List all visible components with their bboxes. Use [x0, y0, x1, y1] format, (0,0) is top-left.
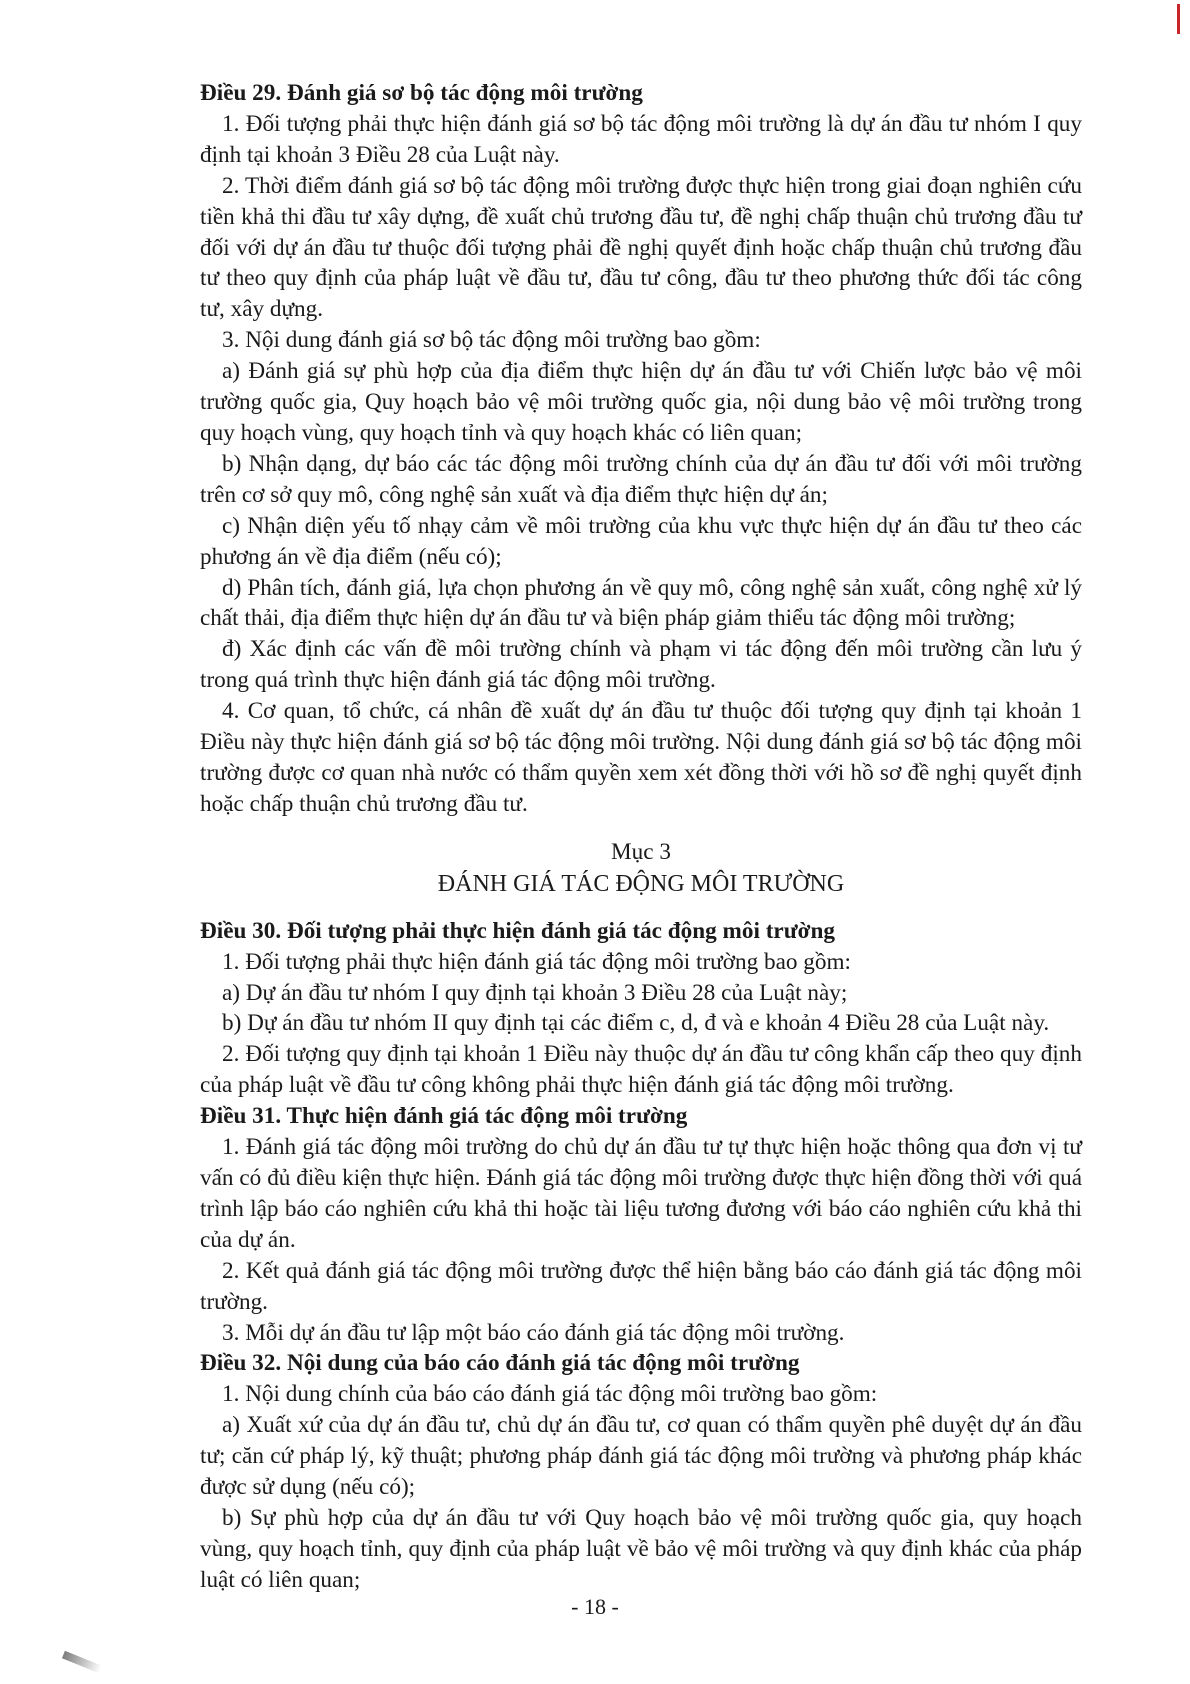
article-30-clause-1: 1. Đối tượng phải thực hiện đánh giá tác động môi trường bao gồm:: [222, 948, 851, 975]
document-page: [200, 78, 1082, 1596]
article-32-clause-1a: a) Xuất xứ của dự án đầu tư, chủ dự án đầu tư, cơ quan có thẩm quyền phê duyệt dự án đầu tư; căn cứ pháp lý, kỹ thuật; phương pháp đánh giá tác động môi trường và phương pháp khác được sử dụng (nếu có);: [200, 1412, 1082, 1501]
article-30-clause-1b: b) Dự án đầu tư nhóm II quy định tại các điểm c, d, đ và e khoản 4 Điều 28 của Luật này.: [222, 1010, 1050, 1037]
article-29-clause-4: 4. Cơ quan, tổ chức, cá nhân đề xuất dự án đầu tư thuộc đối tượng quy định tại khoản 1 Điều này thực hiện đánh giá sơ bộ tác động môi trường. Nội dung đánh giá sơ bộ tác động môi trường được cơ quan nhà nước có thẩm quyền xem xét đồng thời với hồ sơ đề nghị quyết định hoặc chấp thuận chủ trương đầu tư.: [200, 698, 1082, 817]
section-title: ĐÁNH GIÁ TÁC ĐỘNG MÔI TRƯỜNG: [437, 870, 845, 897]
article-32-clause-1: 1. Nội dung chính của báo cáo đánh giá tác động môi trường bao gồm:: [222, 1381, 878, 1408]
article-30-title: Điều 30. Đối tượng phải thực hiện đánh giá tác động môi trường: [200, 917, 835, 944]
article-29-title: Điều 29. Đánh giá sơ bộ tác động môi trường: [200, 80, 643, 106]
article-29-clause-2: 2. Thời điểm đánh giá sơ bộ tác động môi trường được thực hiện trong giai đoạn nghiên cứu tiền khả thi đầu tư xây dựng, đề xuất chủ trương đầu tư, đề nghị chấp thuận chủ trương đầu tư đối với dự án đầu tư thuộc đối tượng phải đề nghị quyết định hoặc chấp thuận chủ trương đầu tư theo quy định của pháp luật về đầu tư, đầu tư công, đầu tư theo phương thức đối tác công tư, xây dựng.: [200, 172, 1082, 323]
article-29-clause-3d: d) Phân tích, đánh giá, lựa chọn phương án về quy mô, công nghệ sản xuất, công nghệ xử lý chất thải, địa điểm thực hiện dự án đầu tư và biện pháp giảm thiểu tác động môi trường;: [200, 574, 1082, 632]
article-29-clause-3b: b) Nhận dạng, dự báo các tác động môi trường chính của dự án đầu tư đối với môi trường trên cơ sở quy mô, công nghệ sản xuất và địa điểm thực hiện dự án;: [200, 450, 1082, 508]
article-29-clause-3a: a) Đánh giá sự phù hợp của địa điểm thực hiện dự án đầu tư với Chiến lược bảo vệ môi trường quốc gia, Quy hoạch bảo vệ môi trường quốc gia, nội dung bảo vệ môi trường trong quy hoạch vùng, quy hoạch tỉnh và quy hoạch khác có liên quan;: [200, 358, 1082, 446]
article-29-clause-1: 1. Đối tượng phải thực hiện đánh giá sơ bộ tác động môi trường là dự án đầu tư nhóm I quy định tại khoản 3 Điều 28 của Luật này.: [200, 110, 1082, 168]
article-29-clause-3c: c) Nhận diện yếu tố nhạy cảm về môi trường của khu vực thực hiện dự án đầu tư theo các phương án về địa điểm (nếu có);: [200, 512, 1082, 570]
article-29-clause-3: 3. Nội dung đánh giá sơ bộ tác động môi trường bao gồm:: [222, 327, 761, 354]
article-31-clause-3: 3. Mỗi dự án đầu tư lập một báo cáo đánh giá tác động môi trường.: [222, 1319, 845, 1346]
article-31-title: Điều 31. Thực hiện đánh giá tác động môi trường: [200, 1103, 688, 1130]
page-number: - 18 -: [571, 1594, 619, 1619]
article-32-clause-1b: b) Sự phù hợp của dự án đầu tư với Quy hoạch bảo vệ môi trường quốc gia, quy hoạch vùng, quy hoạch tỉnh, quy định của pháp luật về bảo vệ môi trường và quy định khác của pháp luật có liên quan;: [200, 1504, 1082, 1593]
article-29-clause-3dd: đ) Xác định các vấn đề môi trường chính và phạm vi tác động đến môi trường cần lưu ý trong quá trình thực hiện đánh giá tác động môi trường.: [200, 636, 1082, 694]
section-label: Mục 3: [611, 838, 671, 865]
scan-smudge: [62, 1651, 102, 1673]
article-31-clause-2: 2. Kết quả đánh giá tác động môi trường được thể hiện bằng báo cáo đánh giá tác động môi trường.: [200, 1257, 1082, 1315]
article-32-title: Điều 32. Nội dung của báo cáo đánh giá tác động môi trường: [200, 1350, 800, 1377]
scan-corner-mark: [1177, 4, 1180, 34]
article-31-clause-1: 1. Đánh giá tác động môi trường do chủ dự án đầu tư tự thực hiện hoặc thông qua đơn vị tư vấn có đủ điều kiện thực hiện. Đánh giá tác động môi trường được thực hiện đồng thời với quá trình lập báo cáo nghiên cứu khả thi hoặc tài liệu tương đương với báo cáo nghiên cứu khả thi của dự án.: [200, 1134, 1082, 1253]
article-30-clause-2: 2. Đối tượng quy định tại khoản 1 Điều này thuộc dự án đầu tư công khẩn cấp theo quy định của pháp luật về đầu tư công không phải thực hiện đánh giá tác động môi trường.: [200, 1041, 1082, 1099]
article-30-clause-1a: a) Dự án đầu tư nhóm I quy định tại khoản 3 Điều 28 của Luật này;: [222, 979, 848, 1006]
